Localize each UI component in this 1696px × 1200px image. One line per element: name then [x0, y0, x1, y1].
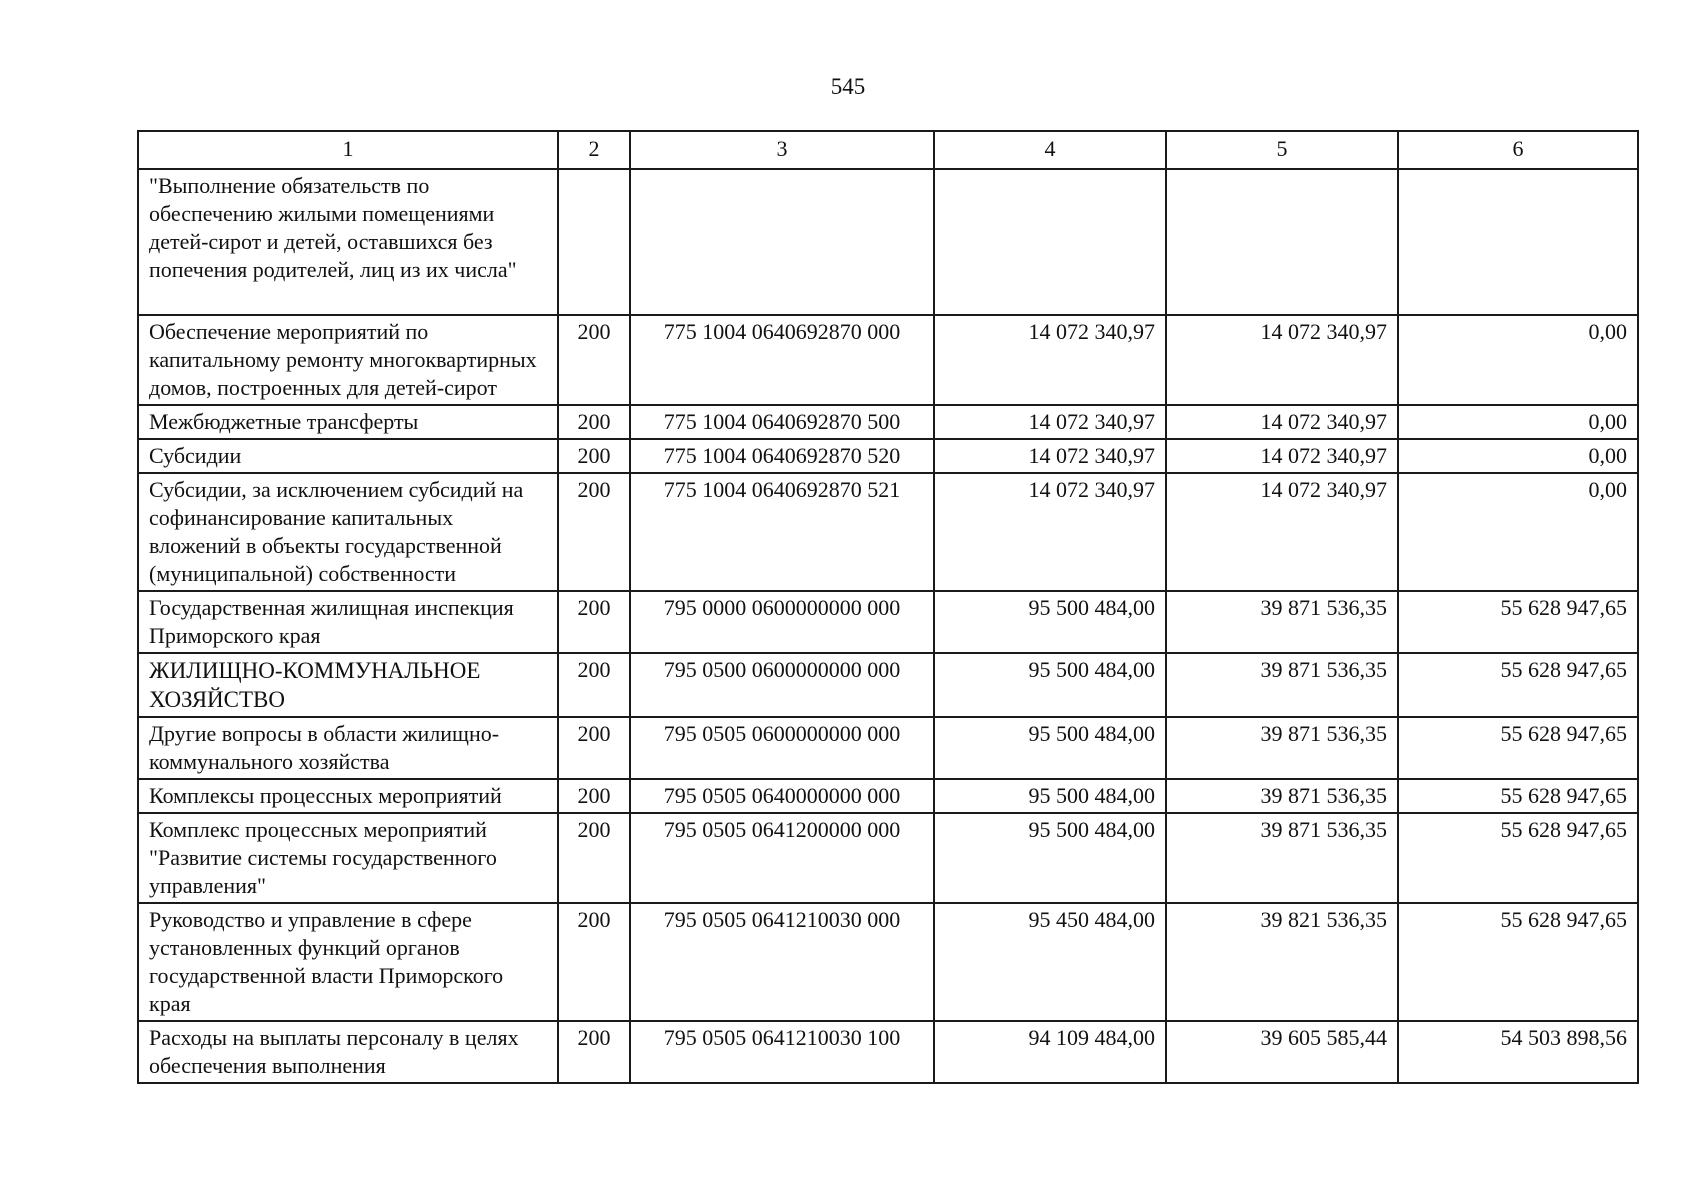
table-row: [138, 779, 1638, 813]
table-row: [138, 653, 1638, 717]
row-classification-code-cell: 795 0505 0641200000 000: [630, 813, 934, 903]
row-executed-amount-cell: 39 605 585,44: [1166, 1021, 1398, 1083]
column-header-1: 1: [138, 131, 558, 169]
row-classification-code-cell: 775 1004 0640692870 500: [630, 405, 934, 439]
row-name-cell: Субсидии, за исключением субсидий на софинансирование капитальных вложений в объекты государственной (муниципальной) собственности: [138, 473, 558, 591]
row-unexecuted-amount-cell: 0,00: [1398, 439, 1638, 473]
row-executed-amount-cell: 39 871 536,35: [1166, 779, 1398, 813]
row-name-cell: Руководство и управление в сфере установленных функций органов государственной власти Приморского края: [138, 903, 558, 1021]
row-unexecuted-amount-cell: 0,00: [1398, 473, 1638, 591]
row-classification-code-cell: 775 1004 0640692870 000: [630, 315, 934, 405]
row-executed-amount-cell: 39 871 536,35: [1166, 813, 1398, 903]
row-code-cell: 200: [558, 591, 630, 653]
table-row: [138, 473, 1638, 591]
row-name-cell: Расходы на выплаты персоналу в целях обеспечения выполнения: [138, 1021, 558, 1083]
row-approved-amount-cell: 95 500 484,00: [934, 653, 1166, 717]
table-row: [138, 315, 1638, 405]
row-code-cell: 200: [558, 653, 630, 717]
row-executed-amount-cell: 39 871 536,35: [1166, 717, 1398, 779]
row-executed-amount-cell: 14 072 340,97: [1166, 315, 1398, 405]
page-number: 545: [830, 74, 866, 99]
header-row: [138, 131, 1638, 169]
column-header-5: 5: [1166, 131, 1398, 169]
budget-table: [137, 130, 1639, 1084]
row-code-cell: 200: [558, 903, 630, 1021]
column-header-4: 4: [934, 131, 1166, 169]
table-row: [138, 1021, 1638, 1083]
table-header: [138, 131, 1638, 169]
row-classification-code-cell: 795 0505 0641210030 100: [630, 1021, 934, 1083]
row-classification-code-cell: 775 1004 0640692870 521: [630, 473, 934, 591]
empty-cell: [934, 169, 1166, 315]
row-code-cell: 200: [558, 439, 630, 473]
empty-cell: [1398, 169, 1638, 315]
row-code-cell: 200: [558, 1021, 630, 1083]
row-approved-amount-cell: 14 072 340,97: [934, 315, 1166, 405]
row-classification-code-cell: 795 0500 0600000000 000: [630, 653, 934, 717]
row-name-cell: Комплексы процессных мероприятий: [138, 779, 558, 813]
column-header-2: 2: [558, 131, 630, 169]
table-row: [138, 903, 1638, 1021]
table-row: [138, 717, 1638, 779]
row-unexecuted-amount-cell: 55 628 947,65: [1398, 813, 1638, 903]
row-name-cell: Другие вопросы в области жилищно-коммунального хозяйства: [138, 717, 558, 779]
row-approved-amount-cell: 95 450 484,00: [934, 903, 1166, 1021]
row-name-cell: Обеспечение мероприятий по капитальному ремонту многоквартирных домов, построенных для детей-сирот: [138, 315, 558, 405]
row-approved-amount-cell: 94 109 484,00: [934, 1021, 1166, 1083]
empty-cell: [558, 169, 630, 315]
row-approved-amount-cell: 95 500 484,00: [934, 813, 1166, 903]
row-unexecuted-amount-cell: 0,00: [1398, 315, 1638, 405]
row-executed-amount-cell: 39 871 536,35: [1166, 591, 1398, 653]
row-code-cell: 200: [558, 717, 630, 779]
table-row: [138, 591, 1638, 653]
row-code-cell: 200: [558, 315, 630, 405]
row-name-cell: Межбюджетные трансферты: [138, 405, 558, 439]
column-header-3: 3: [630, 131, 934, 169]
table-row: [138, 439, 1638, 473]
row-name-cell: Комплекс процессных мероприятий "Развитие системы государственного управления": [138, 813, 558, 903]
row-classification-code-cell: 795 0000 0600000000 000: [630, 591, 934, 653]
row-name-cell: Государственная жилищная инспекция Приморского края: [138, 591, 558, 653]
row-unexecuted-amount-cell: 55 628 947,65: [1398, 779, 1638, 813]
row-name-cell: ЖИЛИЩНО-КОММУНАЛЬНОЕ ХОЗЯЙСТВО: [138, 653, 558, 717]
continuation-text: "Выполнение обязательств по обеспечению жилыми помещениями детей-сирот и детей, оставшихся без попечения родителей, лиц из их числа": [138, 169, 558, 315]
empty-cell: [1166, 169, 1398, 315]
row-approved-amount-cell: 95 500 484,00: [934, 717, 1166, 779]
row-code-cell: 200: [558, 473, 630, 591]
column-header-6: 6: [1398, 131, 1638, 169]
row-approved-amount-cell: 14 072 340,97: [934, 439, 1166, 473]
row-unexecuted-amount-cell: 54 503 898,56: [1398, 1021, 1638, 1083]
row-name-cell: Субсидии: [138, 439, 558, 473]
empty-cell: [630, 169, 934, 315]
row-classification-code-cell: 795 0505 0641210030 000: [630, 903, 934, 1021]
row-code-cell: 200: [558, 813, 630, 903]
row-unexecuted-amount-cell: 55 628 947,65: [1398, 653, 1638, 717]
row-unexecuted-amount-cell: 55 628 947,65: [1398, 591, 1638, 653]
row-classification-code-cell: 795 0505 0600000000 000: [630, 717, 934, 779]
row-approved-amount-cell: 14 072 340,97: [934, 473, 1166, 591]
row-executed-amount-cell: 39 871 536,35: [1166, 653, 1398, 717]
row-executed-amount-cell: 14 072 340,97: [1166, 439, 1398, 473]
row-code-cell: 200: [558, 405, 630, 439]
row-approved-amount-cell: 14 072 340,97: [934, 405, 1166, 439]
row-executed-amount-cell: 39 821 536,35: [1166, 903, 1398, 1021]
row-code-cell: 200: [558, 779, 630, 813]
row-approved-amount-cell: 95 500 484,00: [934, 591, 1166, 653]
row-classification-code-cell: 795 0505 0640000000 000: [630, 779, 934, 813]
row-unexecuted-amount-cell: 55 628 947,65: [1398, 903, 1638, 1021]
row-unexecuted-amount-cell: 0,00: [1398, 405, 1638, 439]
row-classification-code-cell: 775 1004 0640692870 520: [630, 439, 934, 473]
table-row: [138, 405, 1638, 439]
table-body: [138, 169, 1638, 1083]
row-approved-amount-cell: 95 500 484,00: [934, 779, 1166, 813]
continuation-row: [138, 169, 1638, 315]
row-unexecuted-amount-cell: 55 628 947,65: [1398, 717, 1638, 779]
row-executed-amount-cell: 14 072 340,97: [1166, 473, 1398, 591]
table-row: [138, 813, 1638, 903]
row-executed-amount-cell: 14 072 340,97: [1166, 405, 1398, 439]
